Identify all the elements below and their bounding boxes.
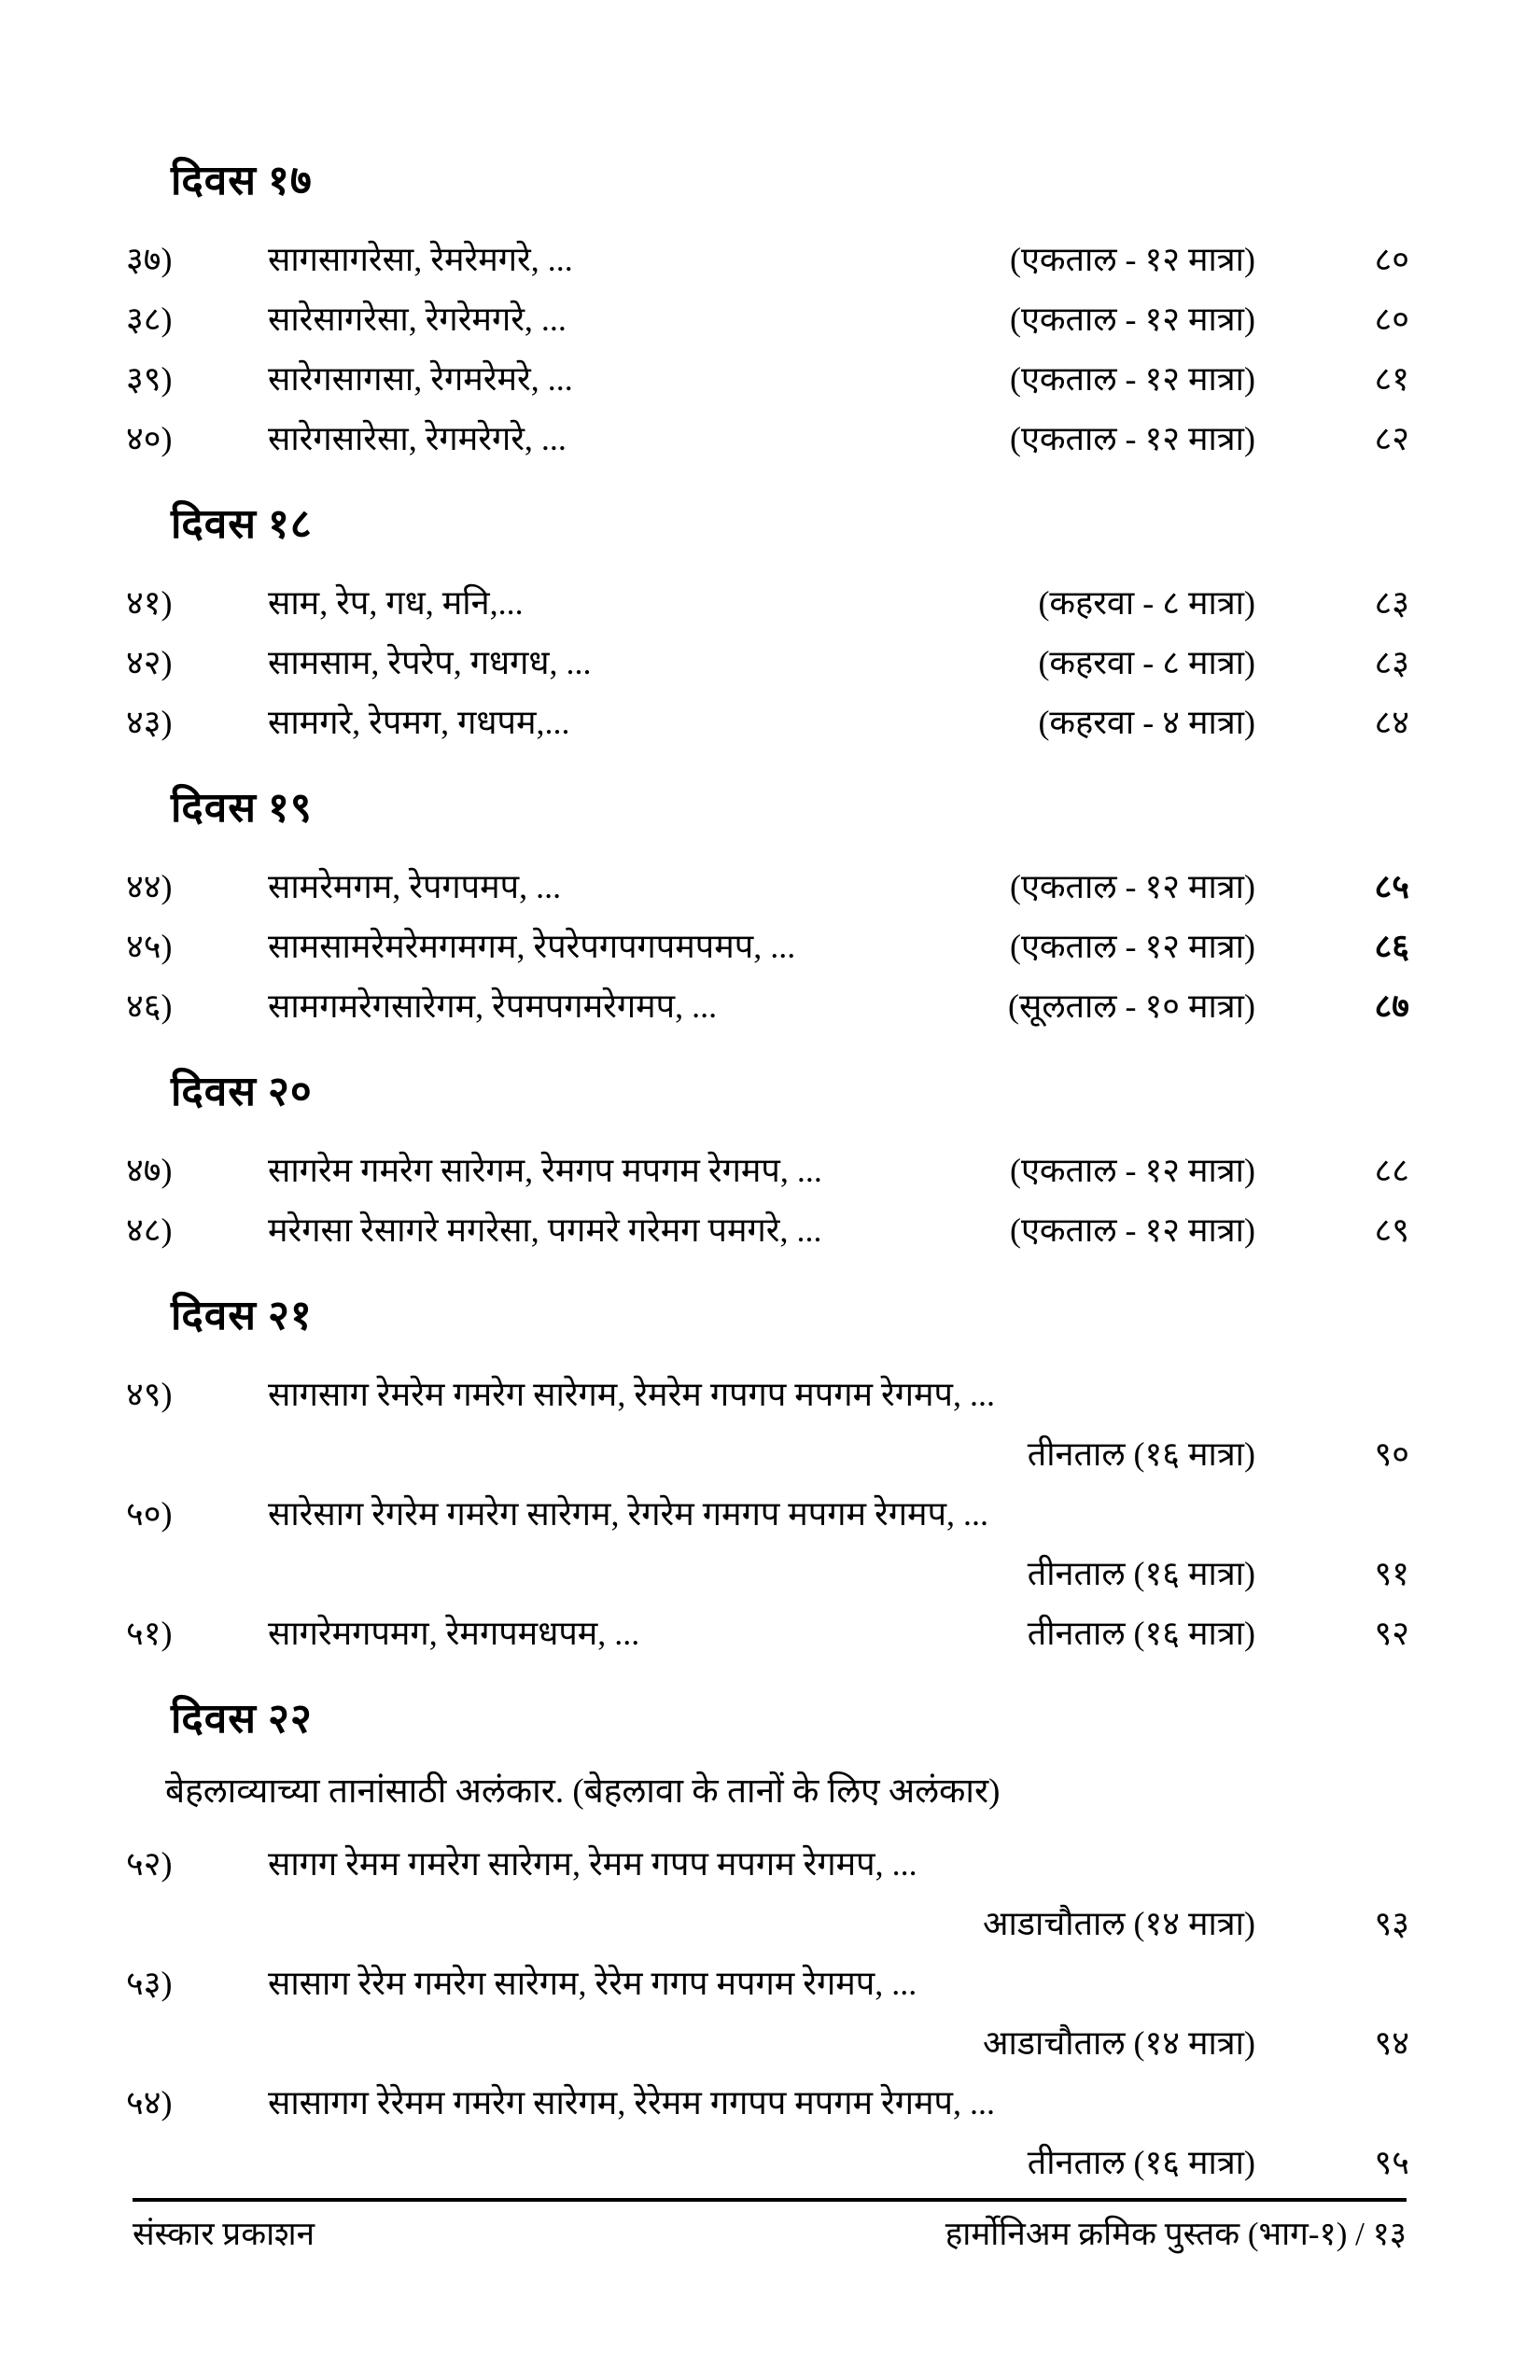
toc-entry xyxy=(126,1834,1409,1953)
toc-entry xyxy=(126,1200,1409,1260)
entry-page-number: ९१ xyxy=(1374,1554,1409,1592)
toc-entry xyxy=(126,1365,1409,1484)
toc-entry xyxy=(126,573,1409,633)
entry-page-number: ८५ xyxy=(1374,867,1409,905)
entry-text: सामसामरेमरेमगमगम, रेपरेपगपगपमपमप, ... xyxy=(268,927,796,965)
entry-number: ४२) xyxy=(126,643,173,681)
footer-divider xyxy=(133,2198,1407,2202)
entry-number: ४७) xyxy=(126,1151,173,1189)
entry-text: सागरेम गमरेग सारेगम, रेमगप मपगम रेगमप, ... xyxy=(268,1151,822,1189)
toc-entry xyxy=(126,1141,1409,1200)
entry-text: मरेगसा रेसागरे मगरेसा, पगमरे गरेमग पमगरे, ... xyxy=(268,1211,822,1249)
day-heading: दिवस १९ xyxy=(171,784,313,831)
day-heading: दिवस २२ xyxy=(171,1695,313,1742)
section-day-19 xyxy=(126,784,1409,1036)
entry-text: सागसाग रेमरेम गमरेग सारेगम, रेमरेम गपगप मपगम रेगमप, ... xyxy=(268,1375,996,1413)
entry-text: सागरेमगपमग, रेमगपमधपम, ... xyxy=(268,1614,640,1652)
toc-entry xyxy=(126,409,1409,469)
entry-number: ३७) xyxy=(126,240,173,278)
entry-taal: (एकताल - १२ मात्रा) xyxy=(1009,1211,1255,1249)
entry-page-number: ८३ xyxy=(1374,643,1409,681)
entry-number: ५०) xyxy=(126,1494,173,1533)
entry-taal: तीनताल (१६ मात्रा) xyxy=(1027,2144,1255,2182)
section-day-17 xyxy=(126,157,1409,469)
entry-taal: (एकताल - १२ मात्रा) xyxy=(1009,867,1255,905)
entry-text: सारेगसागसा, रेगमरेमरे, ... xyxy=(268,359,573,398)
entry-taal: आडाचौताल (१४ मात्रा) xyxy=(982,1905,1255,1943)
page-footer xyxy=(133,2198,1407,2257)
entry-taal: (एकताल - १२ मात्रा) xyxy=(1009,300,1255,338)
entry-page-number: ८२ xyxy=(1374,419,1409,457)
entry-page-number: ९४ xyxy=(1374,2024,1409,2063)
entry-text: सागसागरेसा, रेमरेमगरे, ... xyxy=(268,240,573,278)
day-heading: दिवस २१ xyxy=(171,1292,313,1338)
entry-taal: (एकताल - १२ मात्रा) xyxy=(1009,359,1255,398)
toc-entry xyxy=(126,2073,1409,2192)
toc-entry xyxy=(126,857,1409,917)
toc-entry xyxy=(126,289,1409,349)
entry-text: सासागग रेरेमम गमरेग सारेगम, रेरेमम गगपप मपगम रेगमप, ... xyxy=(268,2084,996,2122)
entry-page-number: ८६ xyxy=(1374,927,1409,965)
entry-number: ५३) xyxy=(126,1965,173,2003)
toc-entry xyxy=(126,230,1409,289)
entry-number: ५१) xyxy=(126,1614,173,1652)
entry-page-number: ८८ xyxy=(1374,1151,1409,1189)
entry-page-number: ८० xyxy=(1374,300,1409,338)
entry-page-number: ८९ xyxy=(1374,1211,1409,1249)
toc-entry xyxy=(126,693,1409,752)
toc-entry xyxy=(126,1603,1409,1663)
entry-text: सारेगसारेसा, रेगमरेगरे, ... xyxy=(268,419,567,457)
toc-entry xyxy=(126,1953,1409,2073)
toc-entry xyxy=(126,917,1409,976)
entry-page-number: ९२ xyxy=(1374,1614,1409,1652)
entry-taal: तीनताल (१६ मात्रा) xyxy=(1027,1614,1255,1652)
day-heading: दिवस २० xyxy=(171,1068,313,1114)
entry-text: सामसाम, रेपरेप, गधगध, ... xyxy=(268,643,592,681)
entry-page-number: ९० xyxy=(1374,1435,1409,1473)
entry-page-number: ९३ xyxy=(1374,1905,1409,1943)
entry-text: सारेसागरेसा, रेगरेमगरे, ... xyxy=(268,300,567,338)
entry-text: सामगरे, रेपमग, गधपम,... xyxy=(268,703,570,741)
entry-taal: तीनताल (१६ मात्रा) xyxy=(1027,1435,1255,1473)
entry-taal: तीनताल (१६ मात्रा) xyxy=(1027,1554,1255,1592)
entry-text: सागग रेमम गमरेग सारेगम, रेमम गपप मपगम रेगमप, ... xyxy=(268,1845,917,1883)
entry-taal: (सूलताल - १० मात्रा) xyxy=(1008,987,1255,1025)
entry-text: साम, रेप, गध, मनि,... xyxy=(268,583,524,622)
entry-taal: (कहरवा - ८ मात्रा) xyxy=(1038,583,1255,622)
entry-taal: (कहरवा - ४ मात्रा) xyxy=(1038,703,1255,741)
entry-taal: (एकताल - १२ मात्रा) xyxy=(1009,419,1255,457)
section-day-21 xyxy=(126,1292,1409,1663)
footer-publisher: संस्कार प्रकाशन xyxy=(133,2216,315,2252)
entry-taal: (एकताल - १२ मात्रा) xyxy=(1009,240,1255,278)
entry-text: सामरेमगम, रेपगपमप, ... xyxy=(268,867,562,905)
toc-entry xyxy=(126,976,1409,1036)
day-heading: दिवस १८ xyxy=(171,500,313,547)
entry-page-number: ९५ xyxy=(1374,2144,1409,2182)
section-day-20 xyxy=(126,1068,1409,1260)
entry-page-number: ८७ xyxy=(1374,987,1409,1025)
entry-text: सामगमरेगसारेगम, रेपमपगमरेगमप, ... xyxy=(268,987,718,1025)
entry-number: ४०) xyxy=(126,419,173,457)
entry-number: ४५) xyxy=(126,927,173,965)
entry-page-number: ८३ xyxy=(1374,583,1409,622)
toc-entry xyxy=(126,349,1409,409)
entry-taal: (एकताल - १२ मात्रा) xyxy=(1009,1151,1255,1189)
entry-page-number: ८४ xyxy=(1374,703,1409,741)
section-day-18 xyxy=(126,500,1409,752)
section-day-22 xyxy=(126,1695,1409,2193)
entry-number: ४६) xyxy=(126,987,173,1025)
entry-page-number: ८० xyxy=(1374,240,1409,278)
toc-content xyxy=(126,157,1409,2192)
day-heading: दिवस १७ xyxy=(171,158,313,203)
entry-taal: (कहरवा - ८ मात्रा) xyxy=(1038,643,1255,681)
section-note: बेहलाव्याच्या तानांसाठी अलंकार. (बेहलावा के तानों के लिए अलंकार) xyxy=(165,1772,1001,1812)
entry-page-number: ८१ xyxy=(1374,359,1409,398)
entry-number: ४८) xyxy=(126,1211,173,1249)
entry-number: ४१) xyxy=(126,583,173,622)
entry-number: ४९) xyxy=(126,1375,173,1413)
toc-entry xyxy=(126,633,1409,693)
entry-text: सासाग रेरेम गमरेग सारेगम, रेरेम गगप मपगम रेगमप, ... xyxy=(268,1965,917,2003)
entry-taal: (एकताल - १२ मात्रा) xyxy=(1009,927,1255,965)
entry-taal: आडाचौताल (१४ मात्रा) xyxy=(982,2024,1255,2063)
entry-number: ३८) xyxy=(126,300,173,338)
footer-book-title-page: हार्मोनिअम क्रमिक पुस्तक (भाग-१) / १३ xyxy=(945,2216,1407,2252)
entry-text: सारेसाग रेगरेम गमरेग सारेगम, रेगरेम गमगप मपगम रेगमप, ... xyxy=(268,1494,989,1533)
entry-number: ५४) xyxy=(126,2084,173,2122)
entry-number: ३९) xyxy=(126,359,173,398)
entry-number: ४३) xyxy=(126,703,173,741)
toc-entry xyxy=(126,1484,1409,1603)
entry-number: ५२) xyxy=(126,1845,173,1883)
entry-number: ४४) xyxy=(126,867,173,905)
